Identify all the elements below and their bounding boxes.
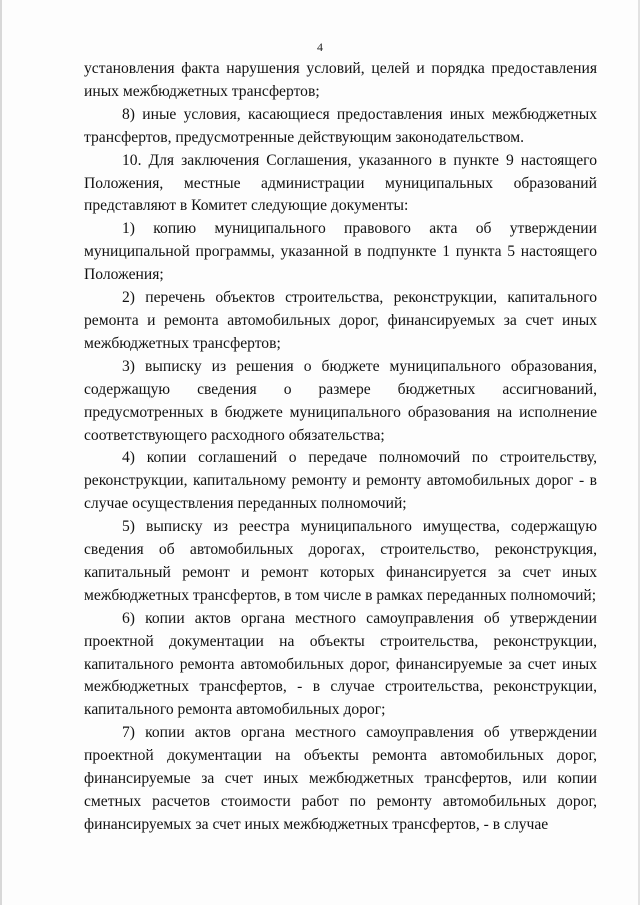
paragraph-item-8: 8) иные условия, касающиеся предоставления иных межбюджетных трансфертов, предусмотренные действующим законодательством. [84, 105, 597, 146]
paragraph-item-4: 4) копии соглашений о передаче полномочий по строительству, реконструкции, капитальному ремонту и ремонту автомобильных дорог - в случае осуществления переданных полномочий; [84, 449, 597, 513]
paragraph-item-1: 1) копию муниципального правового акта об утверждении муниципальной программы, указанной в подпункте 1 пункта 5 настоящего Положения; [84, 220, 597, 284]
paragraph-clause-10: 10. Для заключения Соглашения, указанного в пункте 9 настоящего Положения, местные администрации муниципальных образований представляют в Комитет следующие документы: [84, 151, 597, 215]
paragraph-item-3: 3) выписку из решения о бюджете муниципального образования, содержащую сведения о размере бюджетных ассигнований, предусмотренных в бюджете муниципального образования на исполнение соответствующего расходного обязательства; [84, 357, 597, 444]
paragraph-continuation: установления факта нарушения условий, целей и порядка предоставления иных межбюджетных трансфертов; [84, 60, 597, 100]
paragraph-item-7: 7) копии актов органа местного самоуправления об утверждении проектной документации на объекты ремонта автомобильных дорог, финансируемые за счет иных межбюджетных трансфертов, или копии сметных расчетов стоимости работ по ремонту автомобильных дорог, финансируемых за счет иных межбюджетных трансфертов, - в случае [84, 724, 597, 833]
paragraph-item-5: 5) выписку из реестра муниципального имущества, содержащую сведения об автомобильных дорогах, строительство, реконструкция, капитальный ремонт и ремонт которых финансируется за счет иных межбюджетных трансфертов, в том числе в рамках переданных полномочий; [84, 518, 597, 604]
page-number: 4 [317, 40, 323, 54]
paragraph-item-6: 6) копии актов органа местного самоуправления об утверждении проектной документации на объекты строительства, реконструкции, капитального ремонта автомобильных дорог, финансируемые за счет иных межбюджетных трансфертов, - в случае строительства, реконструкции, капитального ремонта автомобильных дорог; [84, 609, 597, 719]
page-edge-left [0, 0, 2, 905]
paragraph-item-2: 2) перечень объектов строительства, реконструкции, капитального ремонта и ремонта автомобильных дорог, финансируемых за счет иных межбюджетных трансфертов; [84, 289, 597, 352]
document-body [84, 58, 597, 837]
